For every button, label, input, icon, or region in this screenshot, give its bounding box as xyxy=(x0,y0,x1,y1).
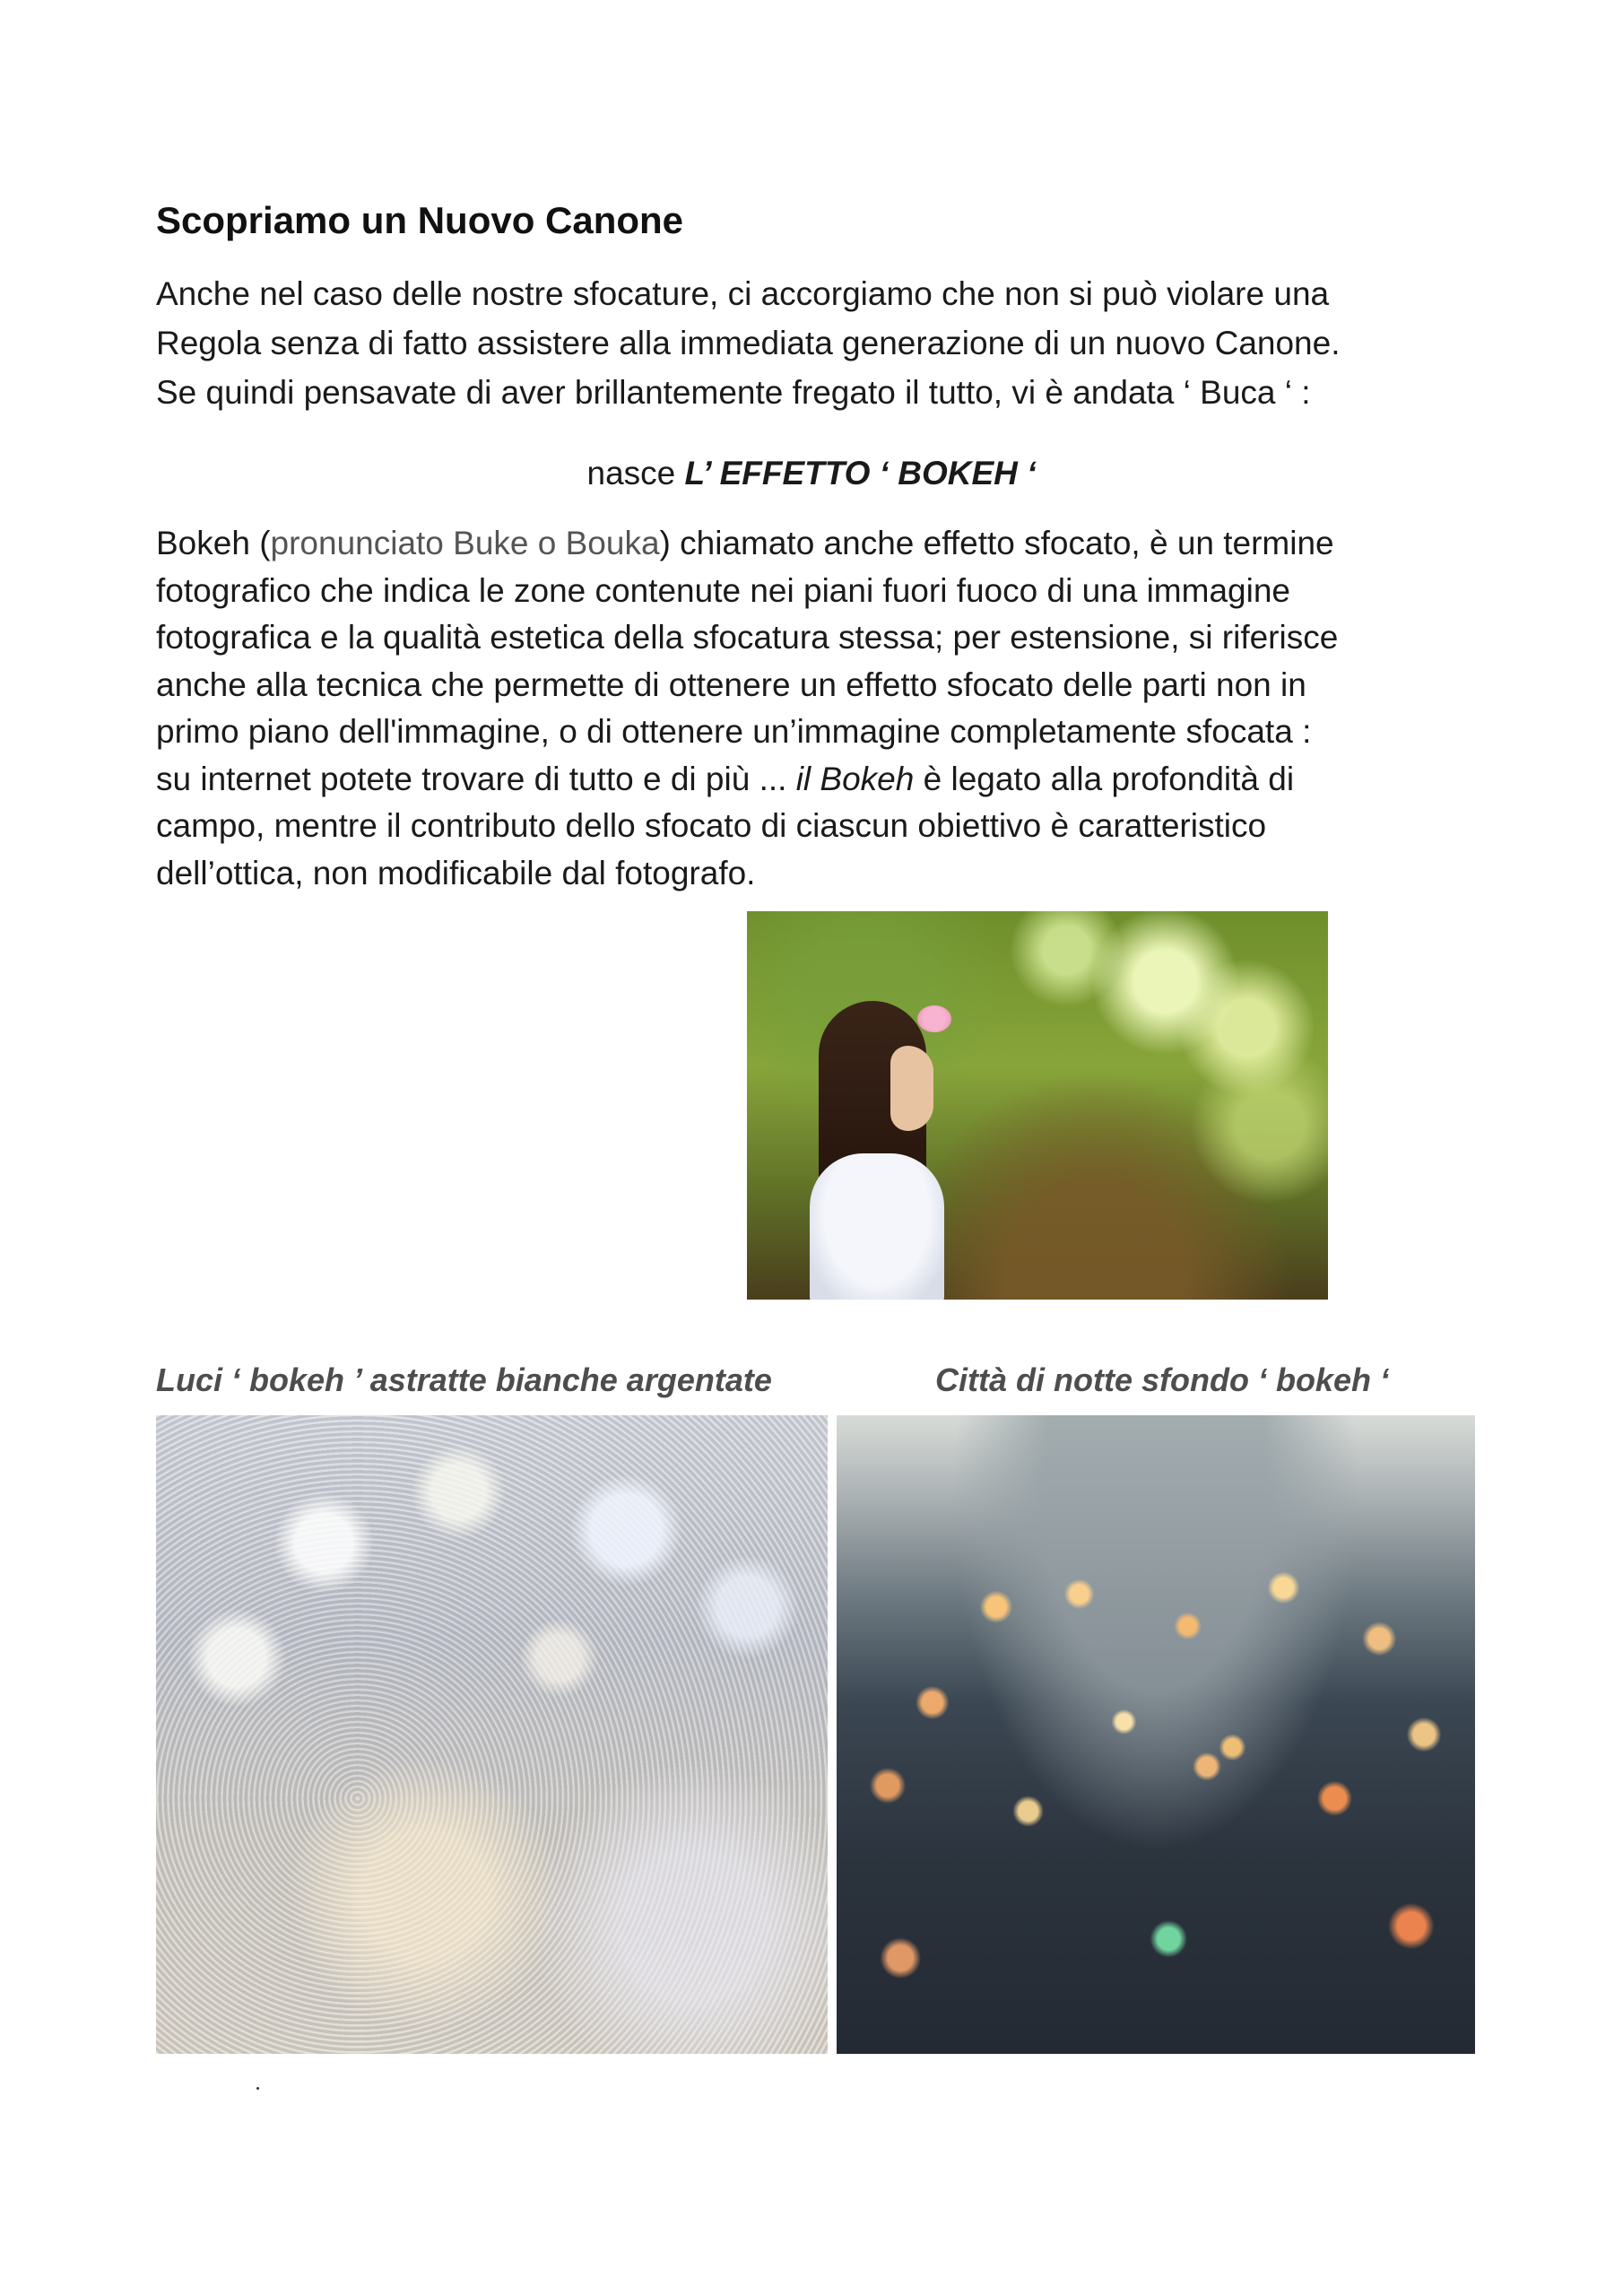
pink-bow xyxy=(917,1005,951,1032)
body-text: è legato alla profondità di xyxy=(914,760,1295,797)
body-line: anche alla tecnica che permette di ottenere un effetto sfocato delle parti non in xyxy=(156,665,1306,703)
girl-bokeh-photo xyxy=(747,911,1328,1300)
girl-face xyxy=(890,1046,933,1131)
silver-bokeh-caption: Luci ‘ bokeh ’ astratte bianche argentate xyxy=(156,1361,772,1398)
city-night-bokeh-photo xyxy=(837,1415,1475,2054)
body-italic-text: il Bokeh xyxy=(795,760,915,797)
subhead-emphasis: L’ EFFETTO ‘ BOKEH ‘ xyxy=(684,455,1037,491)
stray-dot xyxy=(256,2087,259,2090)
city-bokeh-caption: Città di notte sfondo ‘ bokeh ‘ xyxy=(935,1361,1389,1398)
intro-line: Regola senza di fatto assistere alla immediata generazione di un nuovo Canone. xyxy=(156,325,1341,361)
body-line xyxy=(156,520,1447,568)
body-line: dell’ottica, non modificabile dal fotografo. xyxy=(156,854,756,891)
intro-line: Se quindi pensavate di aver brillantemente fregato il tutto, vi è andata ‘ Buca ‘ : xyxy=(156,374,1311,411)
body-line: primo piano dell'immagine, o di ottenere un’immagine completamente sfocata : xyxy=(156,713,1312,750)
intro-line: Anche nel caso delle nostre sfocature, ci accorgiamo che non si può violare una xyxy=(156,275,1330,312)
body-text: su internet potete trovare di tutto e di più ... xyxy=(156,760,796,797)
body-line: fotografica e la qualità estetica della sfocatura stessa; per estensione, si riferisce xyxy=(156,619,1339,656)
girl-body xyxy=(810,1153,944,1300)
body-line: campo, mentre il contributo dello sfocato di ciascun obiettivo è caratteristico xyxy=(156,807,1267,844)
pronunciation-text: pronunciato Buke o Bouka xyxy=(270,525,660,561)
body-line: fotografico che indica le zone contenute nei piani fuori fuoco di una immagine xyxy=(156,571,1290,609)
bokeh-subheading xyxy=(0,448,1623,498)
subhead-prefix: nasce xyxy=(586,455,685,491)
bokeh-definition-paragraph xyxy=(156,520,1447,897)
body-text: Bokeh ( xyxy=(156,525,271,561)
intro-paragraph xyxy=(156,269,1429,417)
body-line xyxy=(156,756,1447,804)
body-text: ) chiamato anche effetto sfocato, è un termine xyxy=(659,525,1334,561)
silver-bokeh-photo xyxy=(156,1415,828,2054)
page-title: Scopriamo un Nuovo Canone xyxy=(156,199,684,241)
